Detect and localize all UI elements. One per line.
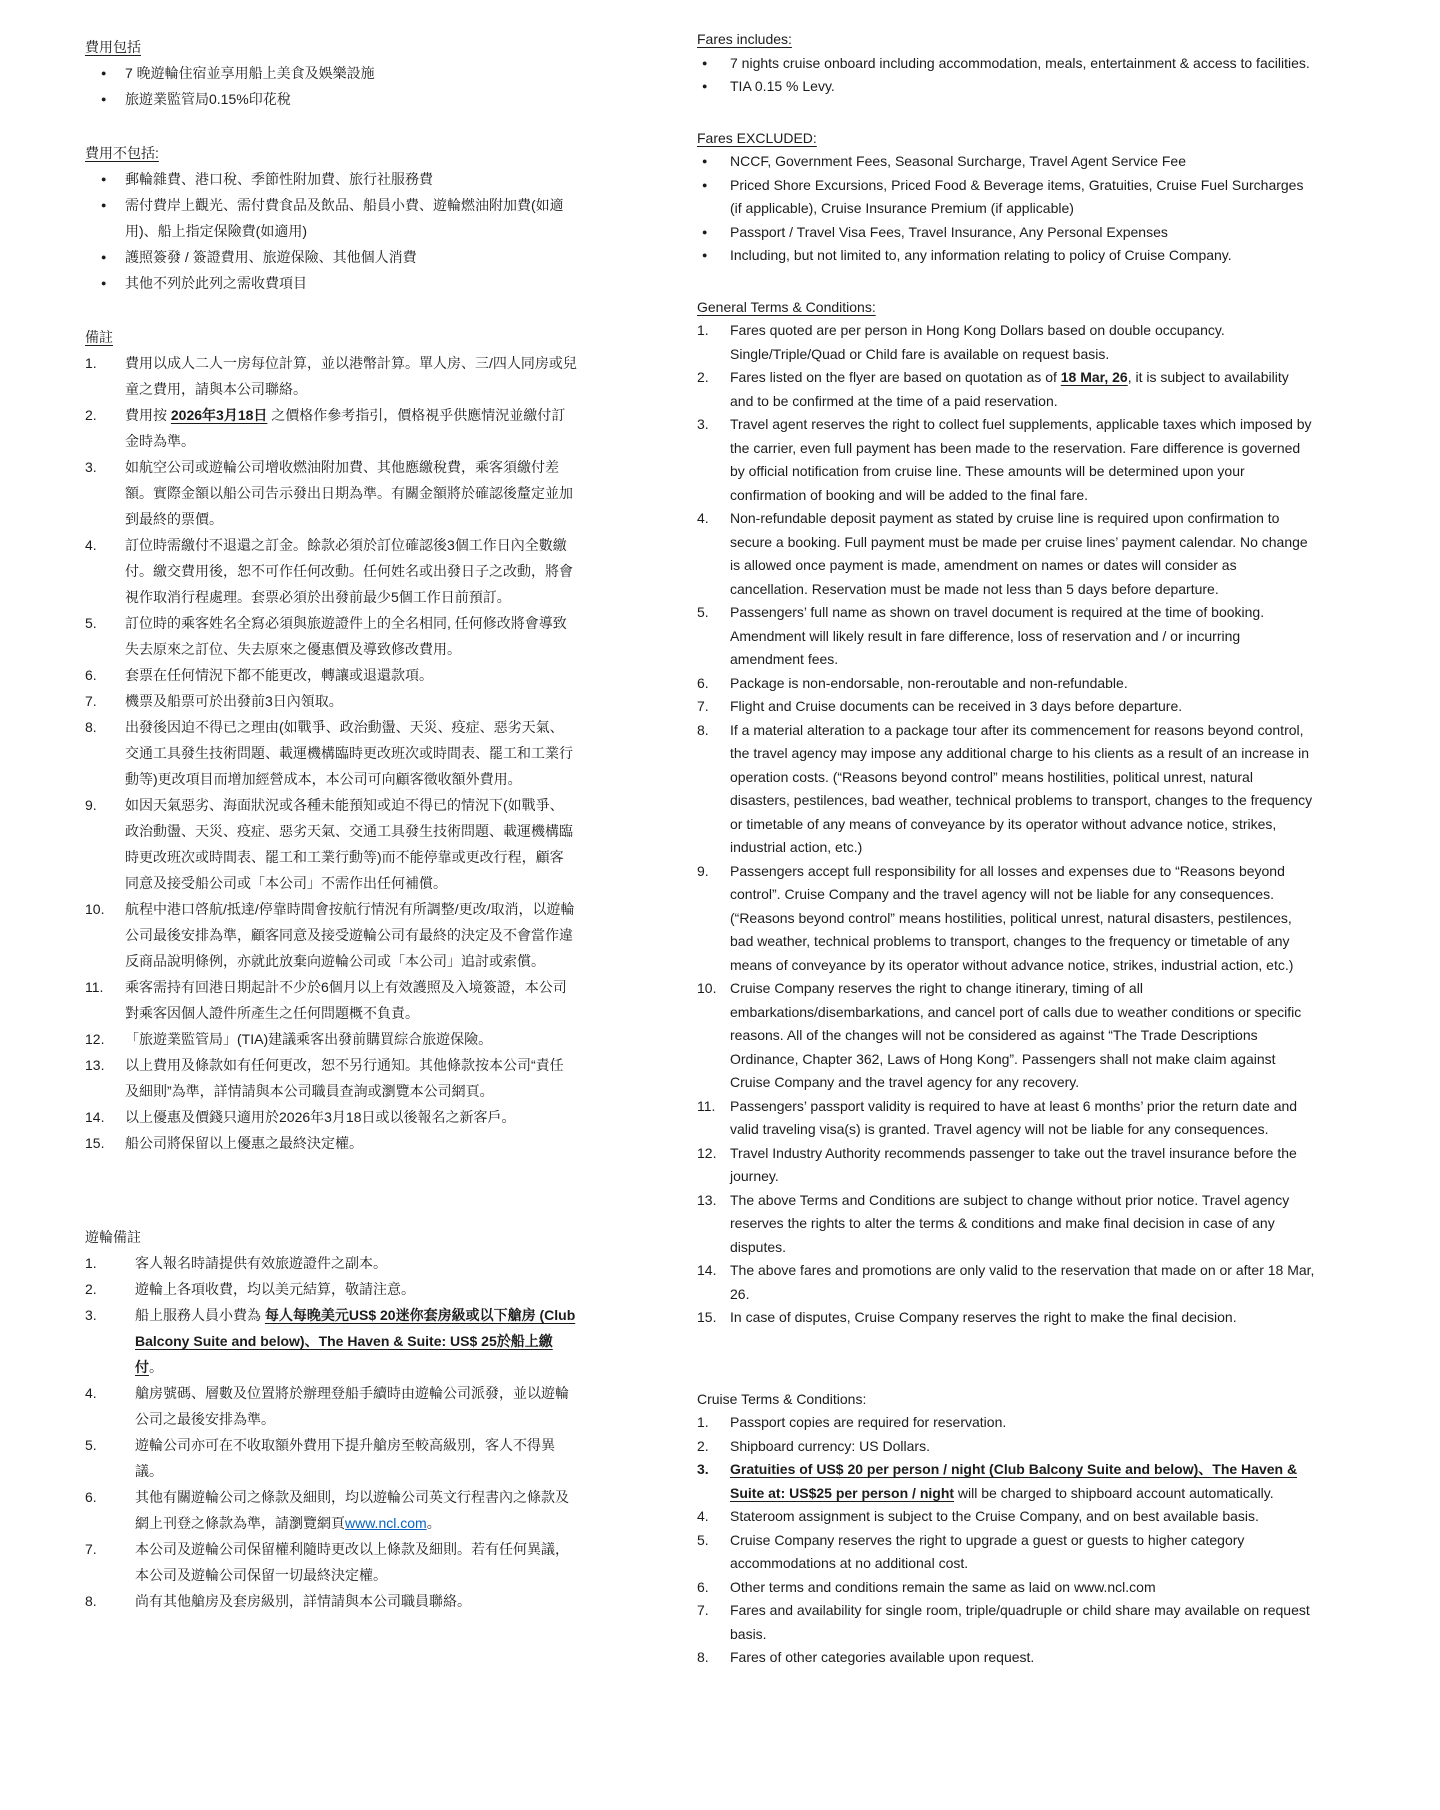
en-fares-include-heading: Fares includes:	[697, 31, 792, 47]
bullet-item	[85, 86, 577, 112]
item-text: 7 晚遊輪住宿並享用船上美食及娛樂設施	[125, 65, 375, 81]
item-number: 4.	[85, 537, 97, 553]
bullet-marker: ●	[101, 174, 107, 184]
cn-notes-list	[85, 350, 577, 1156]
item-number: 1.	[85, 355, 97, 371]
en-fares-include-section	[697, 28, 1315, 99]
item-text: Shipboard currency: US Dollars.	[730, 1437, 930, 1454]
item-text: Package is non-endorsable, non-reroutable and non-refundable.	[730, 674, 1128, 691]
numbered-item	[697, 1411, 1315, 1435]
cn-fares-exclude-heading: 費用不包括:	[85, 145, 159, 161]
item-number: 3.	[697, 1461, 709, 1477]
item-number: 4.	[85, 1385, 97, 1401]
item-text: If a material alteration to a package tour after its commencement for reasons beyond control, the travel agency may impose any additional charge to his clients as a result of an increase in operation costs. (“Reasons beyond control” means hostilities, political unrest, natural disasters, pestilences, bad weather, technical problems to transport, changes to the frequency or timetable of any means of conveyance by its operator without advance notice, strikes, industrial action, etc.)	[730, 721, 1313, 855]
item-number: 7.	[697, 698, 709, 714]
bullet-marker: ●	[702, 226, 708, 237]
bullet-item	[697, 221, 1315, 245]
item-text: The above Terms and Conditions are subject to change without prior notice. Travel agency reserves the rights to alter the terms & conditions and make final decision in case of any disputes.	[730, 1191, 1290, 1255]
item-text: NCCF, Government Fees, Seasonal Surcharge, Travel Agent Service Fee	[730, 153, 1186, 169]
numbered-item	[697, 1458, 1315, 1505]
bullet-marker: ●	[101, 94, 107, 104]
en-fares-exclude-list	[697, 150, 1315, 268]
item-number: 1.	[85, 1255, 97, 1271]
item-text: 郵輪雜費、港口稅、季節性附加費、旅行社服務費	[125, 171, 433, 187]
en-cruise-terms-list	[697, 1411, 1315, 1670]
item-text: Flight and Cruise documents can be received in 3 days before departure.	[730, 698, 1183, 714]
item-text: 客人報名時請提供有效旅遊證件之副本。	[135, 1255, 387, 1271]
cn-cruise-notes-list	[85, 1250, 577, 1614]
item-text: Passengers’ full name as shown on travel document is required at the time of booking. Amendment will likely result in fare difference, loss of reservation and / or incurring amendment fees.	[730, 604, 1265, 667]
item-text: Priced Shore Excursions, Priced Food & Beverage items, Gratuities, Cruise Fuel Surcharges (if applicable), Cruise Insurance Premium (if applicable)	[730, 176, 1304, 216]
item-text: The above fares and promotions are only valid to the reservation that made on or after 18 Mar, 26.	[730, 1262, 1315, 1302]
bullet-item	[85, 270, 577, 296]
numbered-item	[85, 350, 577, 402]
numbered-item	[85, 1104, 577, 1130]
numbered-item	[85, 792, 577, 896]
numbered-item	[85, 1484, 577, 1536]
item-text: TIA 0.15 % Levy.	[730, 78, 835, 94]
item-text: Other terms and conditions remain the same as laid on www.ncl.com	[730, 1578, 1156, 1595]
item-number: 2.	[697, 1437, 709, 1454]
numbered-item	[697, 1576, 1315, 1600]
bullet-item	[697, 174, 1315, 221]
numbered-item	[697, 977, 1315, 1095]
numbered-item	[85, 896, 577, 974]
item-text: 本公司及遊輪公司保留權利隨時更改以上條款及細則。若有任何異議，本公司及遊輪公司保留一切最終決定權。	[135, 1541, 569, 1583]
numbered-item	[697, 719, 1315, 860]
numbered-item	[697, 1095, 1315, 1142]
numbered-item	[85, 1026, 577, 1052]
numbered-item	[697, 1599, 1315, 1646]
item-text: Non-refundable deposit payment as stated by cruise line is required upon confirmation to secure a booking. Full payment must be made per cruise lines’ payment calendar. No change is allowed once payment is made, amendment on names or dates will consider as cancellation. Reservation must be made not less than 5 days before departure.	[730, 510, 1308, 597]
item-number: 2.	[85, 1281, 97, 1297]
item-number: 10.	[697, 980, 717, 996]
item-text: 「旅遊業監管局」(TIA)建議乘客出發前購買綜合旅遊保險。	[125, 1031, 493, 1047]
item-text	[125, 402, 577, 454]
numbered-item	[85, 1276, 577, 1302]
numbered-item	[85, 1052, 577, 1104]
numbered-item	[697, 1529, 1315, 1576]
item-text: 如因天氣惡劣、海面狀況或各種未能預知或迫不得已的情況下(如戰爭、政治動盪、天災、疫症、惡劣天氣、交通工具發生技術問題、載運機構臨時更改班次或時間表、罷工和工業行動等)而不能停靠或更改行程，顧客同意及接受船公司或「本公司」不需作出任何補償。	[125, 797, 573, 891]
item-number: 7.	[697, 1602, 709, 1618]
bullet-item	[85, 192, 577, 244]
bullet-item	[697, 75, 1315, 99]
en-fares-include-list	[697, 52, 1315, 99]
item-number: 6.	[85, 667, 97, 683]
item-number: 8.	[697, 1649, 709, 1665]
item-text: Passengers’ passport validity is required to have at least 6 months’ prior the return date and valid traveling visa(s) is granted. Travel agency will not be liable for any consequences.	[730, 1097, 1298, 1137]
cn-fares-exclude-section	[85, 140, 577, 296]
item-number: 6.	[85, 1489, 97, 1505]
numbered-item	[85, 1302, 577, 1380]
en-fares-exclude-heading: Fares EXCLUDED:	[697, 129, 817, 146]
item-number: 9.	[697, 862, 709, 879]
numbered-item	[85, 454, 577, 532]
item-text: 以上費用及條款如有任何更改，恕不另行通知。其他條款按本公司“責任及細則”為準，詳情請與本公司職員查詢或瀏覽本公司網頁。	[125, 1057, 564, 1099]
en-cruise-terms-section	[697, 1388, 1315, 1670]
item-text	[730, 1458, 1315, 1505]
ncl-website-link[interactable]: www.ncl.com	[345, 1515, 427, 1531]
item-text: 套票在任何情況下都不能更改，轉讓或退還款項。	[125, 667, 433, 683]
item-number: 5.	[85, 1437, 97, 1453]
text-segment: 。	[426, 1515, 441, 1531]
text-segment: , it is subject to availability and to be confirmed at the time of a paid reservation.	[730, 369, 1289, 409]
item-text: 護照簽發 / 簽證費用、旅遊保險、其他個人消費	[125, 249, 417, 265]
item-text: Including, but not limited to, any information relating to policy of Cruise Company.	[730, 247, 1232, 263]
bullet-marker: ●	[101, 252, 107, 262]
bullet-marker: ●	[702, 250, 708, 260]
numbered-item	[697, 1189, 1315, 1260]
bullet-marker: ●	[101, 278, 107, 288]
item-text: Stateroom assignment is subject to the Cruise Company, and on best available basis.	[730, 1508, 1259, 1524]
numbered-item	[85, 974, 577, 1026]
cn-fares-exclude-list	[85, 166, 577, 296]
bullet-item	[85, 60, 577, 86]
item-text	[135, 1484, 577, 1536]
item-number: 14.	[697, 1262, 717, 1278]
item-number: 13.	[85, 1057, 105, 1073]
item-text: Passport copies are required for reservation.	[730, 1414, 1007, 1430]
numbered-item	[697, 601, 1315, 672]
numbered-item	[85, 1432, 577, 1484]
item-text: 需付費岸上觀光、需付費食品及飲品、船員小費、遊輪燃油附加費(如適用)、船上指定保險費(如適用)	[125, 197, 564, 239]
item-number: 8.	[85, 719, 97, 735]
item-text: 費用以成人二人一房每位計算，並以港幣計算。單人房、三/四人同房或兒童之費用，請與本公司聯絡。	[125, 355, 577, 397]
item-text: 其他不列於此列之需收費項目	[125, 275, 307, 291]
item-number: 8.	[85, 1593, 97, 1609]
bullet-item	[85, 166, 577, 192]
item-text: 艙房號碼、層數及位置將於辦理登船手續時由遊輪公司派發，並以遊輪公司之最後安排為準。	[135, 1385, 569, 1427]
item-number: 1.	[697, 1414, 709, 1430]
item-number: 2.	[697, 369, 709, 385]
item-number: 5.	[85, 615, 97, 631]
bullet-marker: ●	[702, 57, 708, 68]
bullet-marker: ●	[101, 68, 107, 78]
text-segment: 船上服務人員小費為	[135, 1307, 265, 1323]
item-number: 15.	[85, 1135, 105, 1151]
numbered-item	[697, 507, 1315, 601]
item-text: Travel Industry Authority recommends passenger to take out the travel insurance before the journey.	[730, 1144, 1297, 1184]
en-general-terms-heading: General Terms & Conditions:	[697, 298, 876, 315]
cn-cruise-notes-heading: 遊輪備註	[85, 1229, 141, 1245]
item-number: 9.	[85, 797, 97, 813]
item-number: 12.	[697, 1144, 717, 1161]
numbered-item	[697, 1505, 1315, 1529]
numbered-item	[85, 662, 577, 688]
en-general-terms-section	[697, 296, 1315, 1330]
item-text	[135, 1302, 577, 1380]
item-text: Passengers accept full responsibility for all losses and expenses due to “Reasons beyond control”. Cruise Company and the travel agency will not be liable for any consequences. (“Reasons beyond control” means hostilities, political unrest, natural disasters, pestilences, bad weather, technical problems to transport, changes to the frequency or timetable of any means of conveyance by its operator without advance notice, strikes, industrial action, etc.)	[730, 862, 1294, 973]
bullet-item	[697, 52, 1315, 76]
bullet-marker: ●	[702, 156, 708, 166]
right-column-english	[697, 28, 1315, 1698]
item-number: 5.	[697, 1531, 709, 1548]
item-text: Fares and availability for single room, triple/quadruple or child share may available on request basis.	[730, 1602, 1310, 1642]
item-text: 訂位時需繳付不退還之訂金。餘款必須於訂位確認後3個工作日內全數繳付。繳交費用後，恕不可作任何改動。任何姓名或出發日子之改動，將會視作取消行程處理。套票必須於出發前最少5個工作日前預訂。	[125, 537, 573, 605]
item-text: Fares of other categories available upon request.	[730, 1649, 1035, 1665]
numbered-item	[85, 1130, 577, 1156]
item-text: Cruise Company reserves the right to upgrade a guest or guests to higher category accommodations at no additional cost.	[730, 1531, 1245, 1571]
item-number: 6.	[697, 1578, 709, 1595]
numbered-item	[85, 402, 577, 454]
item-text: 旅遊業監管局0.15%印花稅	[125, 91, 291, 107]
bullet-item	[697, 150, 1315, 174]
en-general-terms-list	[697, 319, 1315, 1330]
bullet-marker: ●	[702, 179, 708, 190]
item-number: 4.	[697, 510, 709, 526]
numbered-item	[697, 413, 1315, 507]
text-segment: 18 Mar, 26	[1060, 369, 1128, 385]
item-text: 機票及船票可於出發前3日內領取。	[125, 693, 343, 709]
item-number: 15.	[697, 1309, 717, 1325]
item-number: 4.	[697, 1508, 709, 1524]
item-text: Travel agent reserves the right to collect fuel supplements, applicable taxes which imposed by the carrier, even full payment has been made to the reservation. Fare difference is governed by official notification from cruise line. These amounts will be determined upon your confirmation of booking and will be added to the final fare.	[730, 416, 1312, 503]
item-text: Cruise Company reserves the right to change itinerary, timing of all embarkations/disembarkations, and cancel port of calls due to weather conditions or specific reasons. All of the changes will not be considered as against “The Trade Descriptions Ordinance, Chapter 362, Laws of Hong Kong”. Passengers shall not make claim against Cruise Company and the travel agency for any recovery.	[730, 980, 1302, 1090]
bullet-marker: ●	[101, 200, 107, 210]
numbered-item	[85, 688, 577, 714]
item-number: 2.	[85, 407, 97, 423]
cn-notes-heading: 備註	[85, 329, 113, 345]
text-segment: 。	[149, 1359, 163, 1375]
item-text: 尚有其他艙房及套房級別，詳情請與本公司職員聯絡。	[135, 1593, 471, 1609]
bullet-item	[697, 244, 1315, 268]
item-number: 11.	[697, 1097, 716, 1114]
text-segment: 其他有關遊輪公司之條款及細則，均以遊輪公司英文行程書內之條款及網上刊登之條款為準，請瀏覽網頁	[135, 1489, 569, 1531]
numbered-item	[697, 1435, 1315, 1459]
item-number: 14.	[85, 1109, 105, 1125]
item-number: 10.	[85, 901, 105, 917]
numbered-item	[697, 366, 1315, 413]
cn-notes-section	[85, 324, 577, 1156]
numbered-item	[85, 1380, 577, 1432]
numbered-item	[85, 1536, 577, 1588]
cn-fares-include-list	[85, 60, 577, 112]
item-text: 7 nights cruise onboard including accommodation, meals, entertainment & access to facilities.	[730, 54, 1310, 71]
numbered-item	[85, 1250, 577, 1276]
numbered-item	[697, 1306, 1315, 1330]
text-segment: 費用按	[125, 407, 171, 423]
text-segment: Gratuities of US$ 20 per person / night (Club Balcony Suite and below)、The Haven & Suite at: US$25 per person / night	[730, 1461, 1298, 1501]
numbered-item	[697, 860, 1315, 978]
item-number: 3.	[85, 459, 97, 475]
numbered-item	[85, 610, 577, 662]
item-text: 以上優惠及價錢只適用於2026年3月18日或以後報名之新客戶。	[125, 1109, 516, 1125]
item-number: 13.	[697, 1191, 717, 1208]
en-cruise-terms-heading: Cruise Terms & Conditions:	[697, 1390, 867, 1407]
item-text: In case of disputes, Cruise Company reserves the right to make the final decision.	[730, 1309, 1237, 1325]
item-text: Passport / Travel Visa Fees, Travel Insurance, Any Personal Expenses	[730, 223, 1168, 240]
text-segment: 每人每晚美元US$ 20迷你套房級或以下艙房 (Club Balcony Suite and below)、The Haven & Suite: US$ 25於船上繳付	[135, 1307, 576, 1375]
item-text: 如航空公司或遊輪公司增收燃油附加費、其他應繳稅費，乘客須繳付差額。實際金額以船公司告示發出日期為準。有關金額將於確認後釐定並加到最終的票價。	[125, 459, 573, 527]
bullet-item	[85, 244, 577, 270]
numbered-item	[697, 1259, 1315, 1306]
cn-fares-include-heading: 費用包括	[85, 39, 141, 55]
item-text: Fares quoted are per person in Hong Kong Dollars based on double occupancy. Single/Triple/Quad or Child fare is available on request basis.	[730, 322, 1225, 362]
bullet-marker: ●	[702, 81, 708, 91]
cn-fares-include-section	[85, 34, 577, 112]
item-text: 船公司將保留以上優惠之最終決定權。	[125, 1135, 363, 1151]
text-segment: Fares listed on the flyer are based on quotation as of	[730, 369, 1061, 385]
item-text: 乘客需持有回港日期起計不少於6個月以上有效護照及入境簽證，本公司對乘客因個人證件所產生之任何問題概不負責。	[125, 979, 567, 1021]
item-number: 8.	[697, 721, 709, 738]
left-column-chinese	[85, 34, 577, 1642]
item-number: 5.	[697, 604, 709, 620]
item-number: 7.	[85, 693, 97, 709]
numbered-item	[697, 1646, 1315, 1670]
numbered-item	[697, 319, 1315, 366]
item-text: 訂位時的乘客姓名全寫必須與旅遊證件上的全名相同, 任何修改將會導致失去原來之訂位、失去原來之優惠價及導致修改費用。	[125, 615, 567, 657]
numbered-item	[85, 532, 577, 610]
numbered-item	[85, 714, 577, 792]
numbered-item	[697, 672, 1315, 696]
item-text	[730, 366, 1315, 413]
item-text: 遊輪公司亦可在不收取額外費用下提升艙房至較高級別，客人不得異議。	[135, 1437, 555, 1479]
item-number: 11.	[85, 979, 104, 995]
text-segment: 2026年3月18日	[170, 407, 268, 423]
item-number: 1.	[697, 322, 709, 338]
numbered-item	[85, 1588, 577, 1614]
numbered-item	[697, 695, 1315, 719]
item-number: 7.	[85, 1541, 97, 1557]
item-text: 航程中港口啓航/抵達/停靠時間會按航行情況有所調整/更改/取消，以遊輪公司最後安排為準，顧客同意及接受遊輪公司有最終的決定及不會當作違反商品說明條例，亦就此放棄向遊輪公司或「本公司」追討或索償。	[125, 901, 575, 969]
item-text: 出發後因迫不得已之理由(如戰爭、政治動盪、天災、疫症、惡劣天氣、交通工具發生技術問題、載運機構臨時更改班次或時間表、罷工和工業行動等)更改項目而增加經營成本，本公司可向顧客徵收額外費用。	[125, 719, 573, 787]
numbered-item	[697, 1142, 1315, 1189]
item-number: 3.	[85, 1307, 97, 1323]
text-segment: will be charged to shipboard account automatically.	[954, 1484, 1274, 1501]
item-number: 3.	[697, 416, 709, 432]
cn-cruise-notes-section	[85, 1224, 577, 1614]
en-fares-exclude-section	[697, 127, 1315, 268]
text-segment: 之價格作參考指引，價格視乎供應情況並繳付訂金時為準。	[125, 407, 566, 449]
item-number: 12.	[85, 1031, 105, 1047]
item-number: 6.	[697, 674, 709, 691]
item-text: 遊輪上各項收費，均以美元結算，敬請注意。	[135, 1281, 415, 1297]
